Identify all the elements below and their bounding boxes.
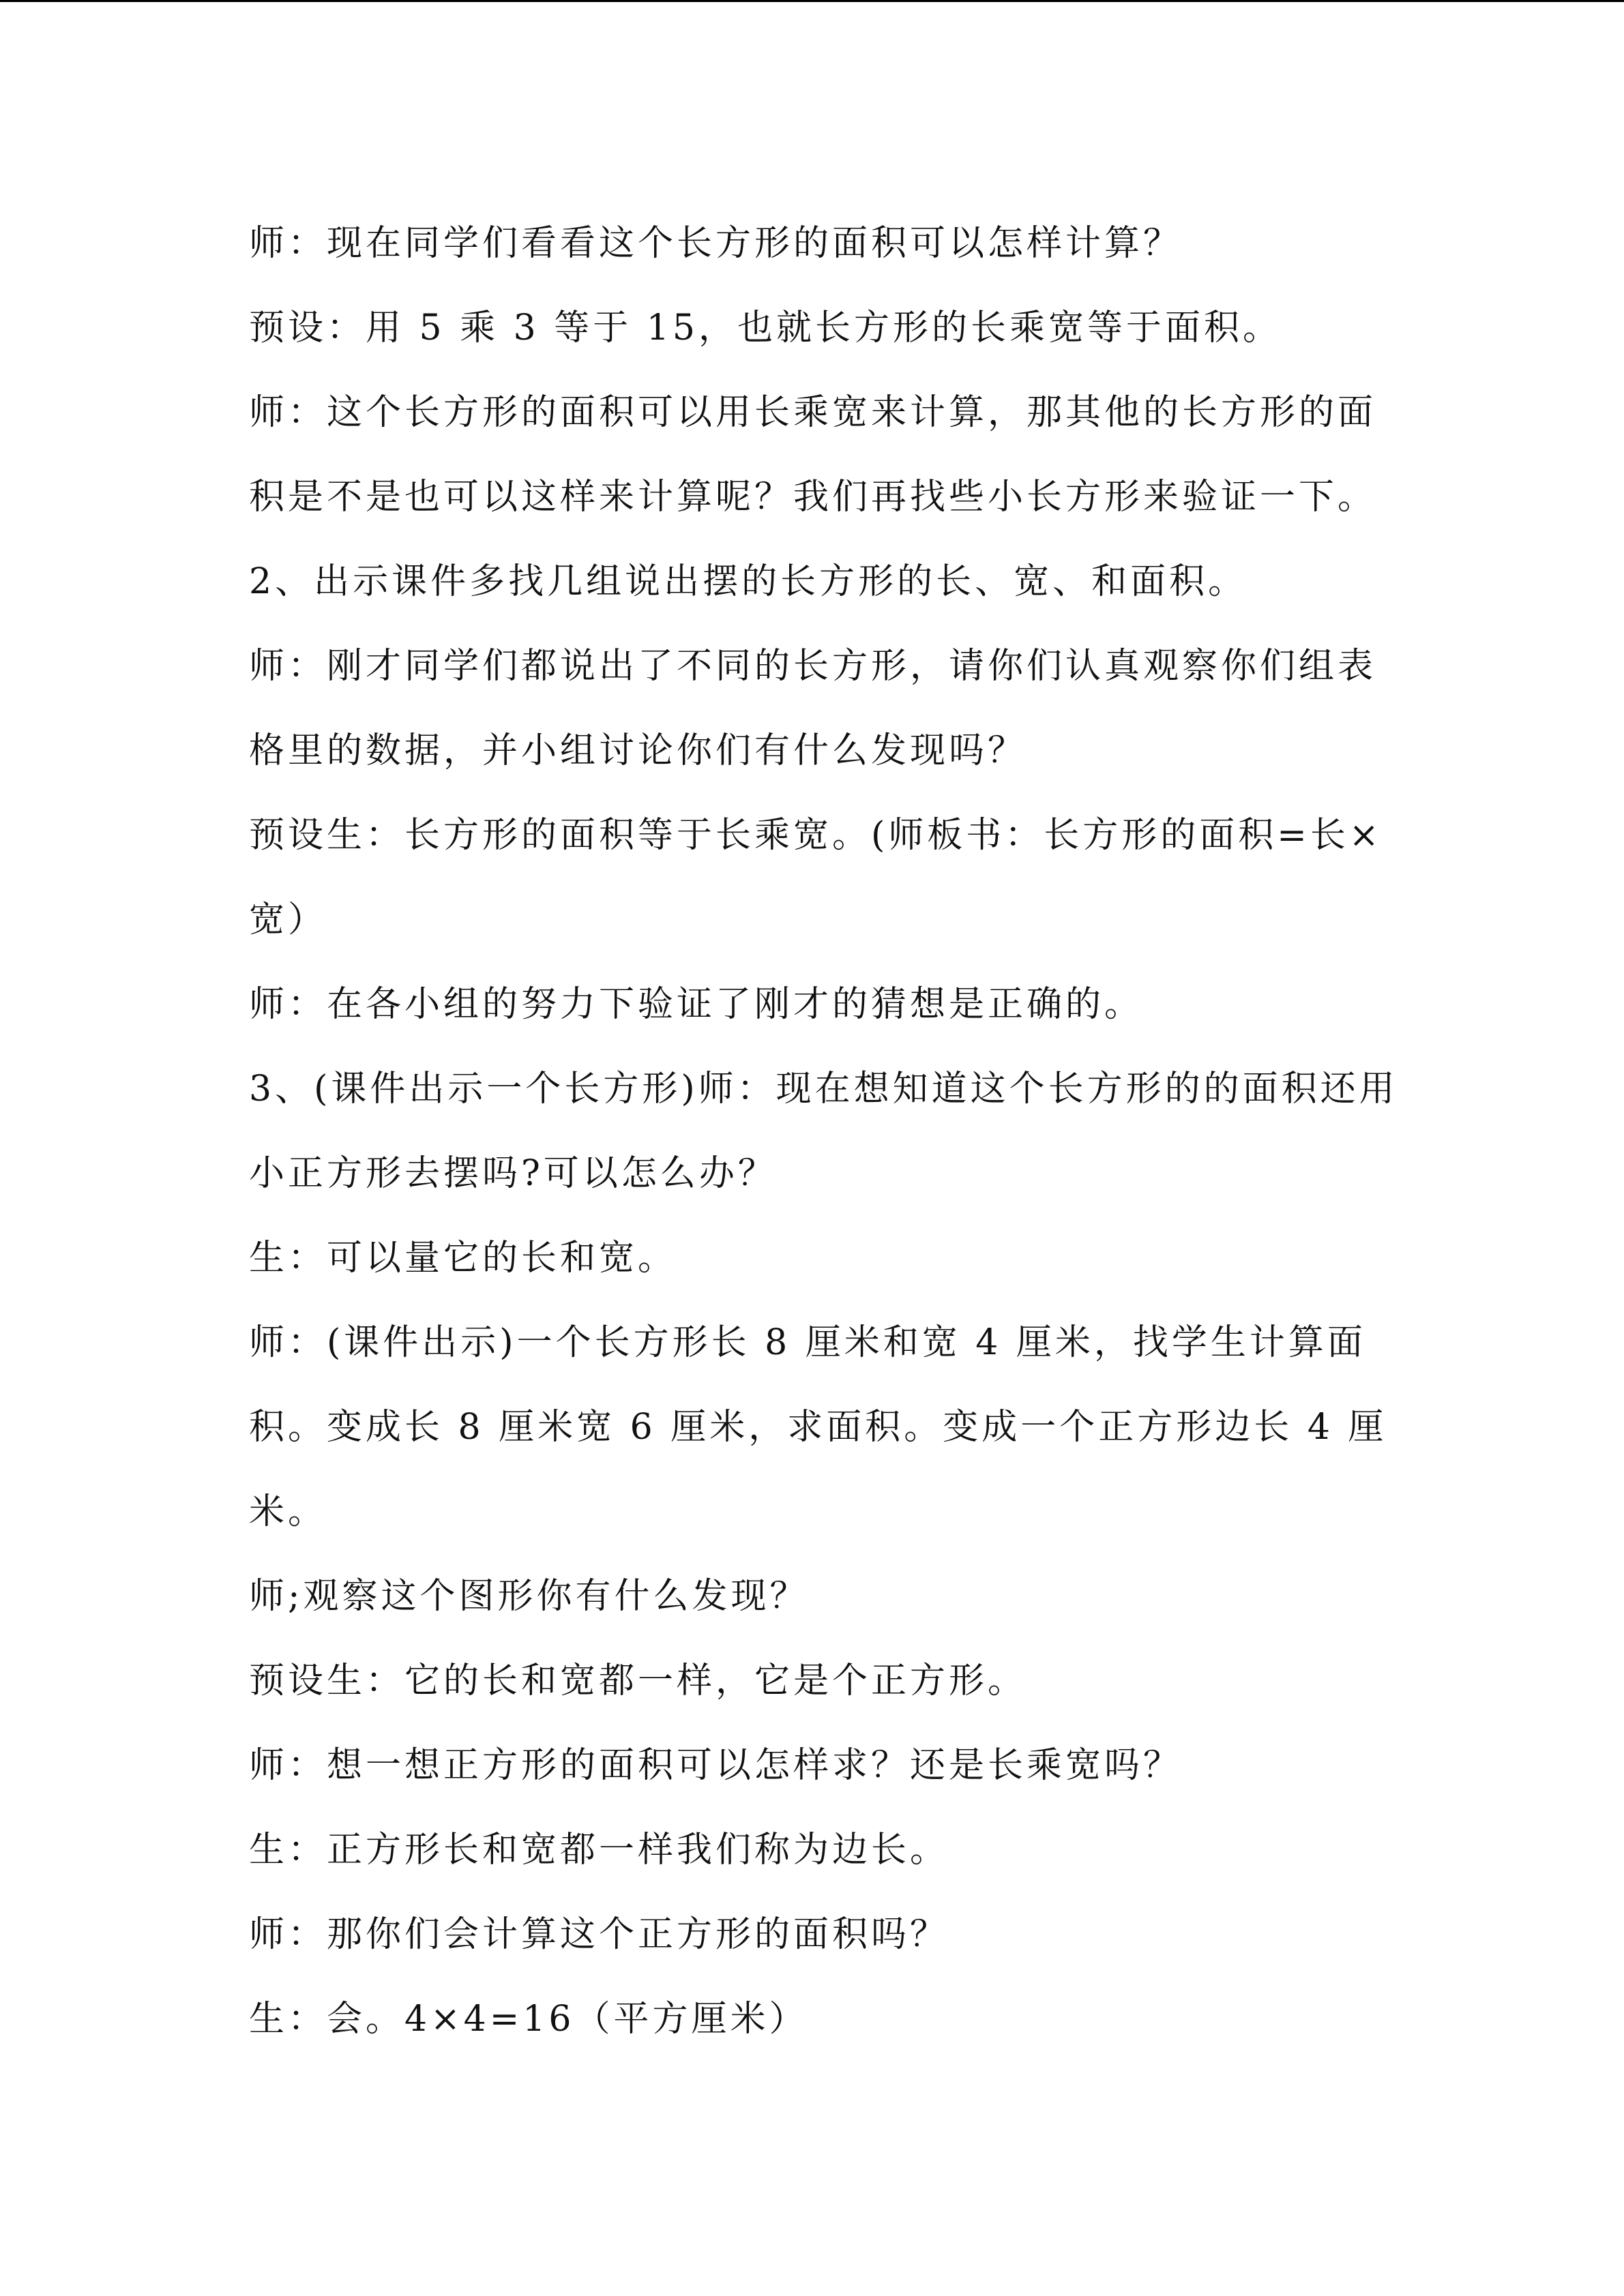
text-line-20: 生：正方形长和宽都一样我们称为边长。: [249, 1830, 949, 1870]
text-line-9: 宽）: [249, 899, 327, 940]
text-line-4: 积是不是也可以这样来计算呢？我们再找些小长方形来验证一下。: [249, 477, 1377, 518]
text-line-8: 预设生：长方形的面积等于长乘宽。(师板书：长方形的面积=长×: [249, 815, 1383, 856]
text-line-7: 格里的数据，并小组讨论你们有什么发现吗？: [249, 730, 1027, 771]
text-line-14: 师：(课件出示)一个长方形长 8 厘米和宽 4 厘米，找学生计算面: [249, 1322, 1366, 1363]
text-line-21: 师：那你们会计算这个正方形的面积吗？: [249, 1914, 949, 1955]
text-line-2: 预设：用 5 乘 3 等于 15，也就长方形的长乘宽等于面积。: [249, 308, 1282, 348]
text-line-3: 师：这个长方形的面积可以用长乘宽来计算，那其他的长方形的面: [249, 392, 1377, 433]
text-line-18: 预设生：它的长和宽都一样，它是个正方形。: [249, 1660, 1027, 1701]
text-line-22: 生：会。4×4=16（平方厘米）: [249, 1999, 808, 2040]
text-line-16: 米。: [249, 1491, 327, 1532]
text-line-5: 2、出示课件多找几组说出摆的长方形的长、宽、和面积。: [249, 561, 1247, 602]
document-body: [249, 201, 1398, 2061]
text-line-10: 师：在各小组的努力下验证了刚才的猜想是正确的。: [249, 984, 1144, 1025]
text-line-11: 3、(课件出示一个长方形)师：现在想知道这个长方形的的面积还用: [249, 1069, 1398, 1109]
text-line-12: 小正方形去摆吗?可以怎么办？: [249, 1153, 777, 1194]
text-line-1: 师：现在同学们看看这个长方形的面积可以怎样计算？: [249, 223, 1183, 264]
text-line-15: 积。变成长 8 厘米宽 6 厘米，求面积。变成一个正方形边长 4 厘: [249, 1407, 1387, 1448]
text-line-19: 师：想一想正方形的面积可以怎样求？还是长乘宽吗？: [249, 1745, 1183, 1786]
text-line-17: 师;观察这个图形你有什么发现？: [249, 1576, 809, 1617]
text-line-13: 生：可以量它的长和宽。: [249, 1238, 677, 1279]
text-line-6: 师：刚才同学们都说出了不同的长方形，请你们认真观察你们组表: [249, 646, 1377, 687]
